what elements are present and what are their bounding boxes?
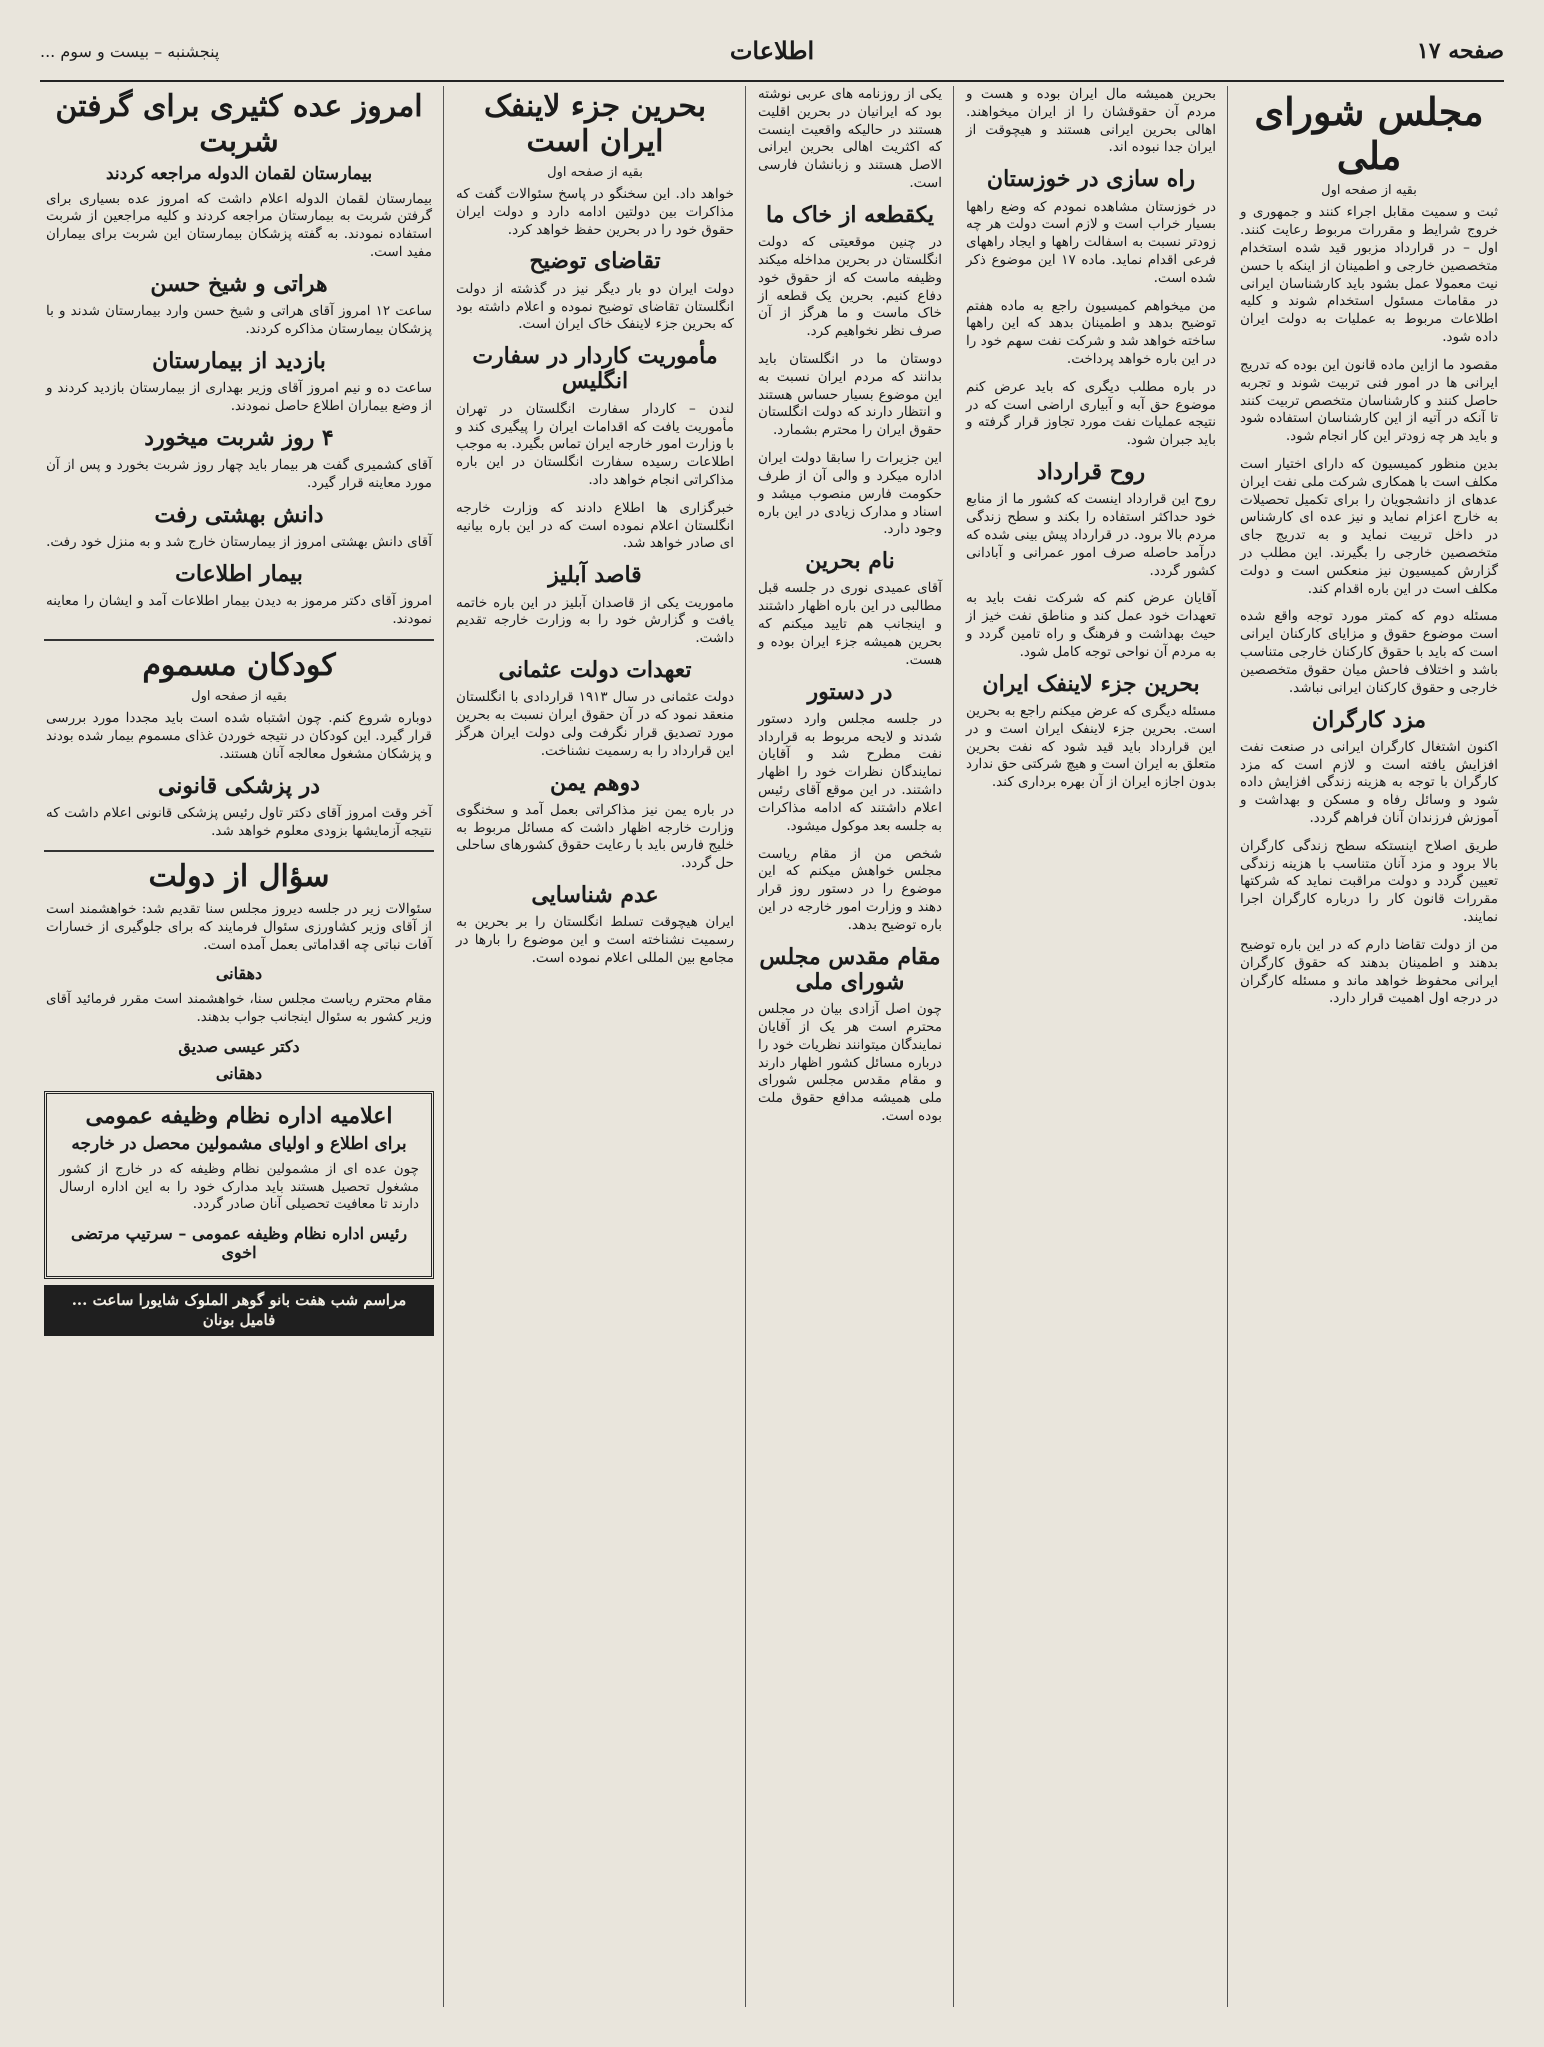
continued-note: بقیه از صفحه اول: [547, 165, 643, 180]
article-text: در باره یمن نیز مذاکراتی بعمل آمد و سخنگوی وزارت خارجه اظهار داشت که مسائل مربوط به خلیج فارس باید با رعایت حقوق کشورهای ساحلی حل گردد.: [456, 801, 734, 872]
article-text: این جزیرات را سابقا دولت ایران اداره میکرد و والی آن از طرف حکومت فارس منصوب میشد و اسناد و مدارک زیادی در این باره وجود دارد.: [758, 450, 942, 538]
article-text: مقصود ما ازاین ماده قانون این بوده که تدریج ایرانی ها در امور فنی تربیت شوند و تجربه حاصل کنند و کارشناسان متخصص تربیت کنند تا آنکه در آتیه از این کارشناسان استفاده شود و باید هر چه زودتر این کار انجام شود.: [1240, 356, 1498, 445]
article-text: دولت عثمانی در سال ۱۹۱۳ قراردادی با انگلستان منعقد نمود که در آن حقوق ایران نسبت به بحرین مورد تصدیق قرار نگرفت ولی دولت ایران هرگز این قرارداد را به رسمیت نشناخت.: [456, 689, 734, 759]
column-rule: [443, 86, 444, 2007]
page-header: [40, 28, 1504, 82]
article-text: دولت ایران دو بار دیگر نیز در گذشته از دولت انگلستان تقاضای توضیح نموده و اعلام داشته بود که بحرین جزء لاینفک خاک ایران است.: [456, 280, 734, 333]
subheading: قاصد آبلیز: [548, 562, 642, 589]
column-1: [1234, 86, 1504, 2007]
article-text: بدین منظور کمیسیون که دارای اختیار است مکلف است با همکاری شرکت ملی نفت ایران عدهای از دانشجویان را برای تکمیل تحصیلات به خارج اعزام نماید و نیز عده ای کارشناس در داخل تربیت نماید و به تدریج جای متخصصین خارجی را بگیرند. این مطلب در گزارش کمیسیون نیز منعکس است و دولت مکلف است در این باره اقدام کند.: [1240, 455, 1498, 597]
article-text: آقای عمیدی نوری در جلسه قبل مطالبی در این باره اظهار داشتند و اینجانب هم تایید میکنم که بحرین همیشه جزء ایران بوده و هست.: [758, 580, 942, 668]
article-text: در خوزستان مشاهده نمودم که وضع راهها بسیار خراب است و لازم است دولت هر چه زودتر نسبت به اسفالت راهها و ایجاد راههای فرعی اقدام نماید. ماده ۱۷ این موضوع ذکر شده است.: [966, 198, 1216, 286]
continued-note: بقیه از صفحه اول: [191, 689, 287, 705]
column-3: [752, 86, 948, 2007]
signature: دهقانی: [215, 1064, 263, 1084]
subheading: مقام مقدس مجلس شورای ملی: [759, 943, 941, 995]
column-rule: [953, 86, 954, 2007]
article-text: اکنون اشتغال کارگران ایرانی در صنعت نفت افزایش یافته است و لازم است که مزد کارگران با توجه به هزینه زندگی افزایش داده شود و وسائل رفاه و مسکن و بهداشت و آموزش فرزندان آنان فراهم گردد.: [1240, 738, 1498, 827]
subheading: هراتی و شیخ حسن: [150, 270, 328, 297]
subheading: دانش بهشتی رفت: [154, 501, 324, 528]
article-text: یکی از روزنامه های عربی نوشته بود که ایرانیان در بحرین اقلیت هستند در حالیکه واقعیت اینست که اکثریت اهالی بحرین ایرانی الاصل هستند و زبانشان فارسی است.: [758, 86, 942, 192]
article-text: بیمارستان لقمان الدوله اعلام داشت که امروز عده بسیاری برای گرفتن شربت به بیمارستان مراجعه کردند و کلیه مراجعین از شربت استفاده نمودند. به گفته پزشکان بیمارستان این شربت برای بیماران مفید است.: [46, 190, 432, 260]
subheading: روح قرارداد: [1036, 459, 1146, 486]
article-text: ثبت و سمیت مقابل اجراء کنند و جمهوری و خروج شرایط و مقررات مربوط رعایت کنند. اول – در قرارداد مزبور قید شده استخدام متخصصین خارجی و اطمینان از اینکه با حسن نیت معمولا عمل بشود باید کارشناسان ایرانی در مقامات مسئول استخدام شوند و کلیه اطلاعات مربوط به عملیات به دولت ایران داده شود.: [1240, 204, 1498, 346]
article-text: مقام محترم ریاست مجلس سنا، خواهشمند است مقرر فرمائید آقای وزیر کشور به سئوال اینجانب جواب بدهند.: [46, 991, 432, 1026]
article-text: طریق اصلاح اینستکه سطح زندگی کارگران بالا برود و مزد آنان متناسب با هزینه زندگی تعیین گردد و دولت مراقبت نماید که شرکتها مقررات قانون کار را درباره کارگران اجرا نمایند.: [1240, 837, 1498, 926]
article-text: شخص من از مقام ریاست مجلس خواهش میکنم که این موضوع را در دستور روز قرار دهند و وزارت امور خارجه در این باره توضیح بدهد.: [758, 845, 942, 933]
notice-text: چون عده ای از مشمولین نظام وظیفه که در خارج از کشور مشغول تحصیل هستند باید مدارک خود را به این اداره ارسال دارند تا معافیت تحصیلی آنان صادر گردد.: [59, 1160, 419, 1213]
subheading: تعهدات دولت عثمانی: [498, 657, 692, 683]
section-divider: [44, 850, 434, 852]
article-text: لندن – کاردار سفارت انگلستان در تهران مأموریت یافت که اقدامات ایران را پیگیری کند و با وزارت امور خارجه ایران تماس بگیرد. به موجب اطلاعات رسیده سفارت انگلستان در این باره مذاکراتی انجام خواهد داد.: [456, 400, 734, 489]
article-text: دوستان ما در انگلستان باید بدانند که مردم ایران نسبت به این موضوع بسیار حساس هستند و انتظار دارند که دولت انگلستان حقوق ایران را محترم بشمارد.: [758, 351, 942, 439]
notice-title: اعلامیه اداره نظام وظیفه عمومی: [85, 1103, 393, 1130]
signature: دکتر عیسی صدیق: [178, 1037, 300, 1057]
article-text: سئوالات زیر در جلسه دیروز مجلس سنا تقدیم شد: خواهشمند است از آقای وزیر کشاورزی سئوال فرمایند که برای جلوگیری از خسارات آفات نباتی چه اقداماتی بعمل آمده است.: [46, 900, 432, 953]
subheading: در دستور: [807, 678, 893, 705]
notice-signature: رئیس اداره نظام وظیفه عمومی – سرتیپ مرتضی اخوی: [70, 1224, 408, 1263]
article-text: من از دولت تقاضا دارم که در این باره توضیح بدهند و اطمینان بدهند که حقوق کارگران ایرانی محفوظ خواهد ماند و مسئله کارگران در درجه اول اهمیت قرار دارد.: [1240, 936, 1498, 1007]
headline-hospital: امروز عده کثیری برای گرفتن شربت: [55, 89, 423, 159]
conscription-notice: [44, 1091, 434, 1279]
subheading: عدم شناسایی: [531, 882, 659, 909]
column-5: [40, 86, 438, 2007]
continued-note: بقیه از صفحه اول: [1321, 183, 1417, 199]
subheading: راه سازی در خوزستان: [986, 166, 1196, 193]
column-rule: [745, 86, 746, 2007]
subheading: در پزشکی قانونی: [157, 772, 321, 799]
article-text: مسئله دیگری که عرض میکنم راجع به بحرین است. بحرین جزء لاینفک ایران است و در این قرارداد باید قید شود که نفت بحرین متعلق به ایران است و هیچ شرکتی حق ندارد بدون اجازه ایران از آن بهره برداری کند.: [966, 703, 1216, 791]
article-text: آخر وقت امروز آقای دکتر تاول رئیس پزشکی قانونی اعلام داشت که نتیجه آزمایشها بزودی معلوم خواهد شد.: [46, 804, 432, 839]
subheading: دوهم یمن: [550, 769, 640, 796]
article-text: ساعت ده و نیم امروز آقای وزیر بهداری از بیمارستان بازدید کردند و از وضع بیماران اطلاع حاصل نمودند.: [46, 380, 432, 414]
article-text: مسئله دوم که کمتر مورد توجه واقع شده است موضوع حقوق و مزایای کارکنان ایرانی است که باید با حقوق کارکنان خارجی متناسب باشد و اختلاف فاحش میان حقوق متخصصین خارجی و حقوق کارکنان ایرانی نباشد.: [1240, 608, 1498, 696]
headline-question-government: سؤال از دولت: [148, 859, 330, 895]
article-text: امروز آقای دکتر مرموز به دیدن بیمار اطلاعات آمد و ایشان را معاینه نمودند.: [46, 592, 432, 627]
subheading: بازدید از بیمارستان: [152, 347, 326, 374]
newspaper-name: اطلاعات: [729, 36, 815, 65]
subheading: مزد کارگران: [1311, 706, 1427, 733]
issue-date: پنجشنبه – بیست و سوم ...: [40, 42, 220, 61]
article-text: ساعت ۱۲ امروز آقای هراتی و شیخ حسن وارد بیمارستان شدند و با پزشکان بیمارستان مذاکره کردند.: [46, 303, 432, 337]
column-rule: [1227, 86, 1228, 2007]
article-text: خبرگزاری ها اطلاع دادند که وزارت خارجه انگلستان اعلام نموده است که در این باره بیانیه ای صادر خواهد شد.: [456, 499, 734, 552]
headline-parliament: مجلس شورای ملی: [1254, 89, 1484, 178]
article-text: آقای کشمیری گفت هر بیمار باید چهار روز شربت بخورد و پس از آن مورد معاینه قرار گیرد.: [46, 456, 432, 491]
subheading: ۴ روز شربت میخورد: [144, 424, 334, 451]
article-text: ایران هیچوقت تسلط انگلستان را بر بحرین به رسمیت نشناخته است و این موضوع را بارها در مجامع بین المللی اعلام نموده است.: [456, 914, 734, 967]
notice-subtitle: برای اطلاع و اولیای مشمولین محصل در خارجه: [71, 1134, 407, 1155]
headline-hospital-sub: بیمارستان لقمان الدوله مراجعه کردند: [105, 164, 373, 184]
article-text: آقایان عرض کنم که شرکت نفت باید به تعهدات خود عمل کند و مناطق نفت خیز از حیث بهداشت و فرهنگ و راه تامین گردد و به مردم آن نواحی توجه کامل شود.: [966, 590, 1216, 660]
column-4: [450, 86, 740, 2007]
article-text: دوباره شروع کنم. چون اشتباه شده است باید مجددا مورد بررسی قرار گیرد. این کودکان در نتیجه خوردن غذای مسموم بیمار شده بودند و پزشکان مشغول معالجه آنان هستند.: [46, 710, 432, 762]
page-number: صفحه ۱۷: [1416, 38, 1504, 64]
article-text: ماموریت یکی از قاصدان آبلیز در این باره خاتمه یافت و گزارش خود را به وزارت خارجه تقدیم داشت.: [456, 594, 734, 647]
headline-bahrain: بحرین جزء لاینفک ایران است: [483, 89, 707, 159]
memorial-notice: مراسم شب هفت بانو گوهر الملوک شایورا ساعت ... فامیل بونان: [44, 1285, 434, 1336]
article-text: آقای دانش بهشتی امروز از بیمارستان خارج شد و به منزل خود رفت.: [46, 533, 432, 550]
section-divider: [44, 639, 434, 641]
article-text: در جلسه مجلس وارد دستور شدند و لایحه مربوط به قرارداد نفت مطرح شد و آقایان نمایندگان نظرات خود را اظهار داشتند. در این موقع آقای رئیس اعلام داشتند که ادامه مذاکرات به جلسه بعد موکول میشود.: [758, 710, 942, 834]
subheading: بیمار اطلاعات: [175, 560, 303, 587]
article-text: روح این قرارداد اینست که کشور ما از منابع خود حداکثر استفاده را بکند و سطح زندگی مردم بالا برود. در قرارداد پیش بینی شده که درآمد حاصله صرف امور عمرانی و آبادانی کشور گردد.: [966, 491, 1216, 579]
subheading: بحرین جزء لاینفک ایران: [982, 670, 1200, 697]
article-text: من میخواهم کمیسیون راجع به ماده هفتم توضیح بدهد و اطمینان بدهد که این راهها ساخته خواهد شد و شرکت نفت سهم خود را در این باره خواهد پرداخت.: [966, 297, 1216, 368]
article-text: در چنین موقعیتی که دولت انگلستان در بحرین مداخله میکند وظیفه ماست که از حقوق خود دفاع کنیم. بحرین یک قطعه از خاک ماست و ما هرگز از آن صرف نظر نخواهیم کرد.: [758, 234, 942, 340]
signature: دهقانی: [215, 964, 263, 984]
subheading: نام بحرین: [805, 548, 895, 575]
headline-poisoned-children: کودکان مسموم: [142, 647, 336, 683]
article-text: چون اصل آزادی بیان در مجلس محترم است هر یک از آقایان نمایندگان میتوانند نظریات خود را درباره مسائل کشور اظهار دارند و مقام مقدس مجلس شورای ملی همیشه مدافع حقوق ملت بوده است.: [758, 1001, 942, 1125]
article-text: بحرین همیشه مال ایران بوده و هست و مردم آن حقوقشان را از ایران میخواهند. اهالی بحرین ایرانی هستند و هیچوقت از ایران جدا نبوده اند.: [966, 86, 1216, 156]
subheading: یکقطعه از خاک ما: [765, 201, 935, 228]
article-text: در باره مطلب دیگری که باید عرض کنم موضوع حق آبه و آبیاری اراضی است که در نتیجه عملیات نفت مورد تجاوز قرار گرفته و باید جبران شود.: [966, 378, 1216, 449]
article-text: خواهد داد. این سخنگو در پاسخ سئوالات گفت که مذاکرات بین دولتین ادامه دارد و دولت ایران حقوق خود را در بحرین حفظ خواهد کرد.: [456, 186, 734, 238]
subheading: تقاضای توضیح: [529, 248, 661, 275]
column-2: [960, 86, 1222, 2007]
subheading: مأموریت کاردار در سفارت انگلیس: [472, 343, 718, 395]
